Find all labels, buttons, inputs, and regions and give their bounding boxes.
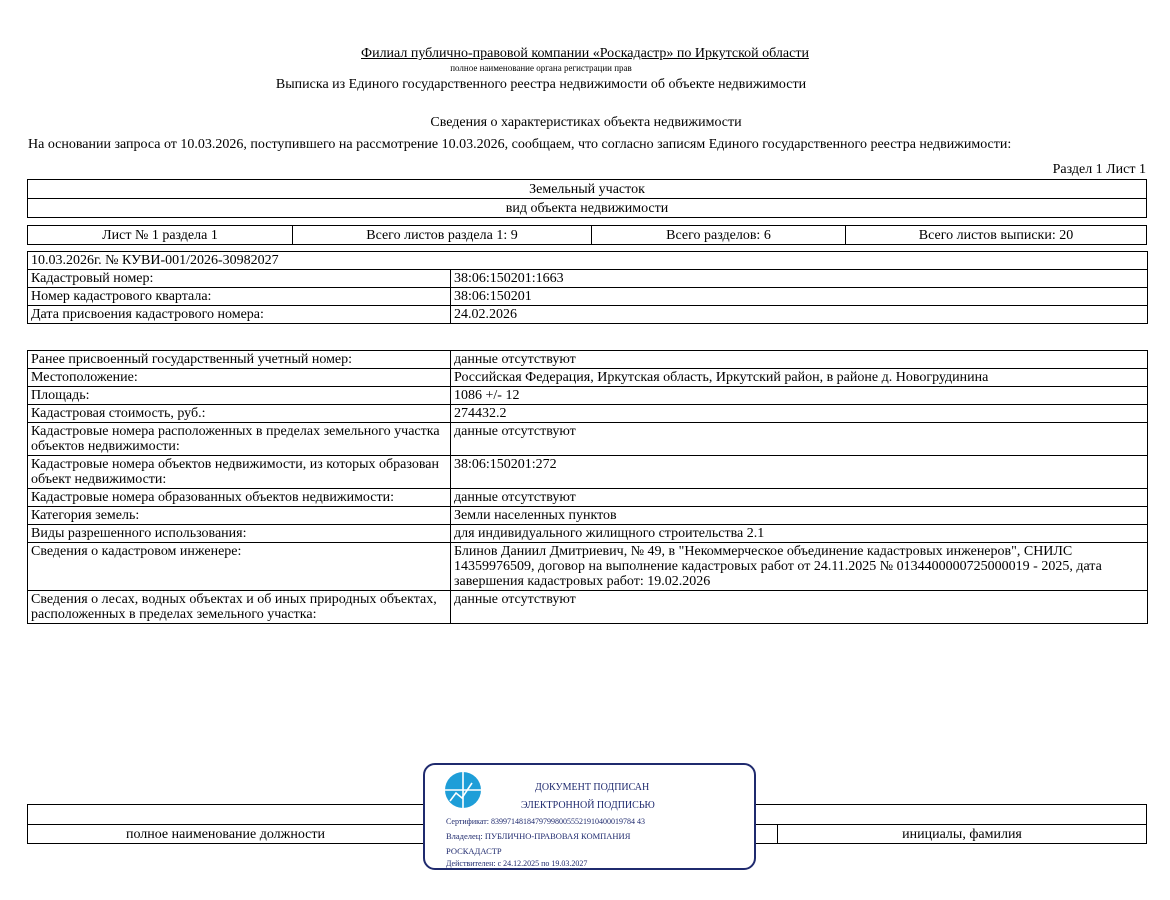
row-label: Категория земель: [28, 507, 451, 525]
row-label: Сведения о кадастровом инженере: [28, 543, 451, 591]
object-type-note-box [27, 198, 1147, 218]
row-label: Кадастровая стоимость, руб.: [28, 405, 451, 423]
row-value: 274432.2 [451, 405, 1148, 423]
row-label: Дата присвоения кадастрового номера: [28, 306, 451, 324]
row-label: Ранее присвоенный государственный учетный номер: [28, 351, 451, 369]
record-date-row [28, 252, 1148, 270]
signature-position-cell [27, 824, 424, 844]
row-value: данные отсутствуют [451, 591, 1148, 624]
table-row [28, 270, 1148, 288]
stamp-owner-line1: Владелец: ПУБЛИЧНО-ПРАВОВАЯ КОМПАНИЯ [446, 831, 631, 841]
table-row [28, 306, 1148, 324]
object-type-box [27, 179, 1147, 199]
row-value: для индивидуального жилищного строительства 2.1 [451, 525, 1148, 543]
position-label: полное наименование должности [125, 827, 326, 842]
organization-name: Филиал публично-правовой компании «Роскадастр» по Иркутской области [361, 46, 809, 61]
table-row [28, 423, 1148, 456]
table-row [28, 456, 1148, 489]
table-row [28, 525, 1148, 543]
roskadastr-emblem-icon [444, 771, 482, 809]
stamp-title-line1: ДОКУМЕНТ ПОДПИСАН [535, 782, 650, 793]
row-label: Виды разрешенного использования: [28, 525, 451, 543]
row-label: Кадастровые номера расположенных в пределах земельного участка объектов недвижимости: [28, 423, 451, 456]
row-value: 38:06:150201 [451, 288, 1148, 306]
row-value: Земли населенных пунктов [451, 507, 1148, 525]
row-label: Сведения о лесах, водных объектах и об иных природных объектах, расположенных в пределах земельного участка: [28, 591, 451, 624]
signature-name-cell [777, 824, 1147, 844]
sections-total: Всего разделов: 6 [666, 228, 771, 243]
document-subtitle: Сведения о характеристиках объекта недвижимости [430, 115, 742, 130]
table-row [28, 288, 1148, 306]
table-row [28, 543, 1148, 591]
row-label: Кадастровые номера объектов недвижимости, из которых образован объект недвижимости: [28, 456, 451, 489]
organization-note: полное наименование органа регистрации прав [450, 63, 632, 73]
section-label: Раздел 1 Лист 1 [1052, 162, 1146, 177]
row-label: Кадастровый номер: [28, 270, 451, 288]
sheet-number: Лист № 1 раздела 1 [102, 228, 218, 243]
sheets-total: Всего листов выписки: 20 [918, 228, 1074, 243]
row-label: Площадь: [28, 387, 451, 405]
name-label: инициалы, фамилия [902, 827, 1022, 842]
electronic-signature-stamp [423, 763, 756, 870]
table-row [28, 591, 1148, 624]
stamp-title-line2: ЭЛЕКТРОННОЙ ПОДПИСЬЮ [521, 800, 655, 811]
row-label: Местоположение: [28, 369, 451, 387]
basis-text: На основании запроса от 10.03.2026, поступившего на рассмотрение 10.03.2026, сообщаем, что согласно записям Единого государственного реестра недвижимости: [28, 137, 1012, 152]
table-row [28, 369, 1148, 387]
record-table [27, 251, 1148, 324]
row-value: 38:06:150201:272 [451, 456, 1148, 489]
stamp-owner-line2: РОСКАДАСТР [446, 846, 502, 856]
table-row [28, 507, 1148, 525]
object-type-note: вид объекта недвижимости [505, 201, 669, 216]
row-value: данные отсутствуют [451, 351, 1148, 369]
row-value: 1086 +/- 12 [451, 387, 1148, 405]
document-title: Выписка из Единого государственного реестра недвижимости об объекте недвижимости [275, 77, 807, 92]
stamp-certificate: Сертификат: 839971481847979980055521910400019784 43 [446, 817, 645, 826]
sheet-cell [27, 225, 293, 245]
stamp-validity: Действителен: с 24.12.2025 по 19.03.2027 [446, 859, 588, 868]
table-row [28, 387, 1148, 405]
sheets-in-section-cell [292, 225, 592, 245]
row-value: 24.02.2026 [451, 306, 1148, 324]
row-value: данные отсутствуют [451, 423, 1148, 456]
row-label: Кадастровые номера образованных объектов недвижимости: [28, 489, 451, 507]
row-value: 38:06:150201:1663 [451, 270, 1148, 288]
row-label: Номер кадастрового квартала: [28, 288, 451, 306]
sheets-in-section: Всего листов раздела 1: 9 [366, 228, 518, 243]
sections-total-cell [591, 225, 846, 245]
table-row [28, 351, 1148, 369]
sheets-total-cell [845, 225, 1147, 245]
table-row [28, 405, 1148, 423]
table-row [28, 489, 1148, 507]
object-type: Земельный участок [529, 182, 645, 197]
row-value: данные отсутствуют [451, 489, 1148, 507]
row-value: Российская Федерация, Иркутская область, Иркутский район, в районе д. Новогрудинина [451, 369, 1148, 387]
record-date-number: 10.03.2026г. № КУВИ-001/2026-30982027 [28, 252, 1148, 270]
row-value: Блинов Даниил Дмитриевич, № 49, в "Некоммерческое объединение кадастровых инженеров", СНИЛС 14359976509, договор на выполнение кадастровых работ от 24.11.2025 № 0134400000725000019 - 2025, дата завершения кадастровых работ: 19.02.2026 [451, 543, 1148, 591]
details-table [27, 350, 1148, 624]
